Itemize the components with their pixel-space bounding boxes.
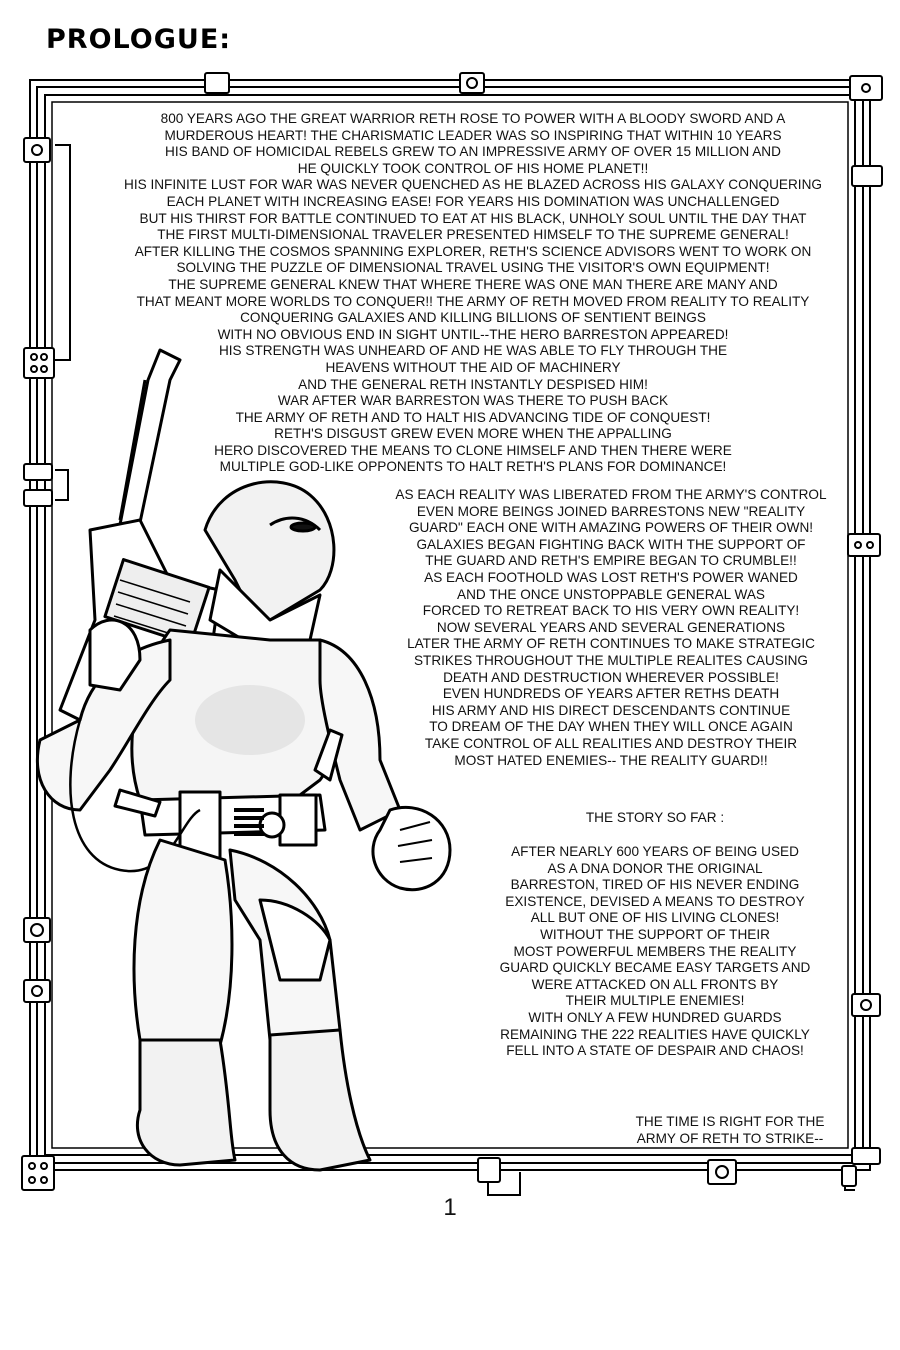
intro-paragraph: 800 YEARS AGO THE GREAT WARRIOR RETH ROSE TO POWER WITH A BLOODY SWORD AND A MURDEROUS HEART! THE CHARISMATIC LEADER WAS SO INSPIRING THAT WITHIN 10 YEARS HIS BAND OF HOMICIDAL REBELS GREW TO AN IMPRESSIVE ARMY OF OVER 15 MILLION AND HE QUICKLY TOOK CONTROL OF HIS HOME PLANET!! HIS INFINITE LUST FOR WAR WAS NEVER QUENCHED AS HE BLAZED ACROSS HIS GALAXY CONQUERING EACH PLANET WITH INCREASING EASE! FOR YEARS HIS DOMINATION WAS UNCHALLENGED BUT HIS THIRST FOR BATTLE CONTINUED TO EAT AT HIS BLACK, UNHOLY SOUL UNTIL THE DAY THAT THE FIRST MULTI-DIMENSIONAL TRAVELER PRESENTED HIMSELF TO THE SUPREME GENERAL! AFTER KILLING THE COSMOS SPANNING EXPLORER, RETH'S SCIENCE ADVISORS WENT TO WORK ON SOLVING THE PUZZLE OF DIMENSIONAL TRAVEL USING THE VISITOR'S OWN EQUIPMENT! THE SUPREME GENERAL KNEW THAT WHERE THERE WAS ONE MAN THERE ARE MANY AND THAT MEANT MORE WORLDS TO CONQUER!! THE ARMY OF RETH MOVED FROM REALITY TO REALITY CONQUERING GALAXIES AND KILLING BILLIONS OF SENTIENT BEINGS WITH NO OBVIOUS END IN SIGHT UNTIL--THE HERO BARRESTON APPEARED! HIS STRENGTH WAS UNHEARD OF AND HE WAS ABLE TO FLY THROUGH THE HEAVENS WITHOUT THE AID OF MACHINERY AND THE GENERAL RETH INSTANTLY DESPISED HIM! WAR AFTER WAR BARRESTON WAS THERE TO PUSH BACK THE ARMY OF RETH AND TO HALT HIS ADVANCING TIDE OF CONQUEST! RETH'S DISGUST GREW EVEN MORE WHEN THE APPALLING HERO DISCOVERED THE MEANS TO CLONE HIMSELF AND THEN THERE WERE MULTIPLE GOD-LIKE OPPONENTS TO HALT RETH'S PLANS FOR DOMINANCE! [124,111,822,475]
closing-line: THE TIME IS RIGHT FOR THE ARMY OF RETH TO STRIKE-- [635,1114,825,1146]
liberation-paragraph: AS EACH REALITY WAS LIBERATED FROM THE ARMY'S CONTROL EVEN MORE BEINGS JOINED BARRESTONS NEW "REALITY GUARD" EACH ONE WITH AMAZING POWERS OF THEIR OWN! GALAXIES BEGAN FIGHTING BACK WITH THE SUPPORT OF THE GUARD AND RETH'S EMPIRE BEGAN TO CRUMBLE!! AS EACH FOOTHOLD WAS LOST RETH'S POWER WANED AND THE ONCE UNSTOPPABLE GENERAL WAS FORCED TO RETREAT BACK TO HIS VERY OWN REALITY! NOW SEVERAL YEARS AND SEVERAL GENERATIONS LATER THE ARMY OF RETH CONTINUES TO MAKE STRATEGIC STRIKES THROUGHOUT THE MULTIPLE REALITES CAUSING DEATH AND DESTRUCTION WHEREVER POSSIBLE! EVEN HUNDREDS OF YEARS AFTER RETHS DEATH HIS ARMY AND HIS DIRECT DESCENDANTS CONTINUE TO DREAM OF THE DAY WHEN THEY WILL ONCE AGAIN TAKE CONTROL OF ALL REALITIES AND DESTROY THEIR MOST HATED ENEMIES-- THE REALITY GUARD!! [395,487,827,768]
story-so-far-heading: THE STORY SO FAR : [585,810,725,825]
page-title: PROLOGUE: [46,24,232,55]
page-number: 1 [443,1194,457,1221]
story-so-far-paragraph: AFTER NEARLY 600 YEARS OF BEING USED AS A DNA DONOR THE ORIGINAL BARRESTON, TIRED OF HIS NEVER ENDING EXISTENCE, DEVISED A MEANS TO DESTROY ALL BUT ONE OF HIS LIVING CLONES! WITHOUT THE SUPPORT OF THEIR MOST POWERFUL MEMBERS THE REALITY GUARD QUICKLY BECAME EASY TARGETS AND WERE ATTACKED ON ALL FRONTS BY THEIR MULTIPLE ENEMIES! WITH ONLY A FEW HUNDRED GUARDS REMAINING THE 222 REALITIES HAVE QUICKLY FELL INTO A STATE OF DESPAIR AND CHAOS! [499,844,811,1059]
